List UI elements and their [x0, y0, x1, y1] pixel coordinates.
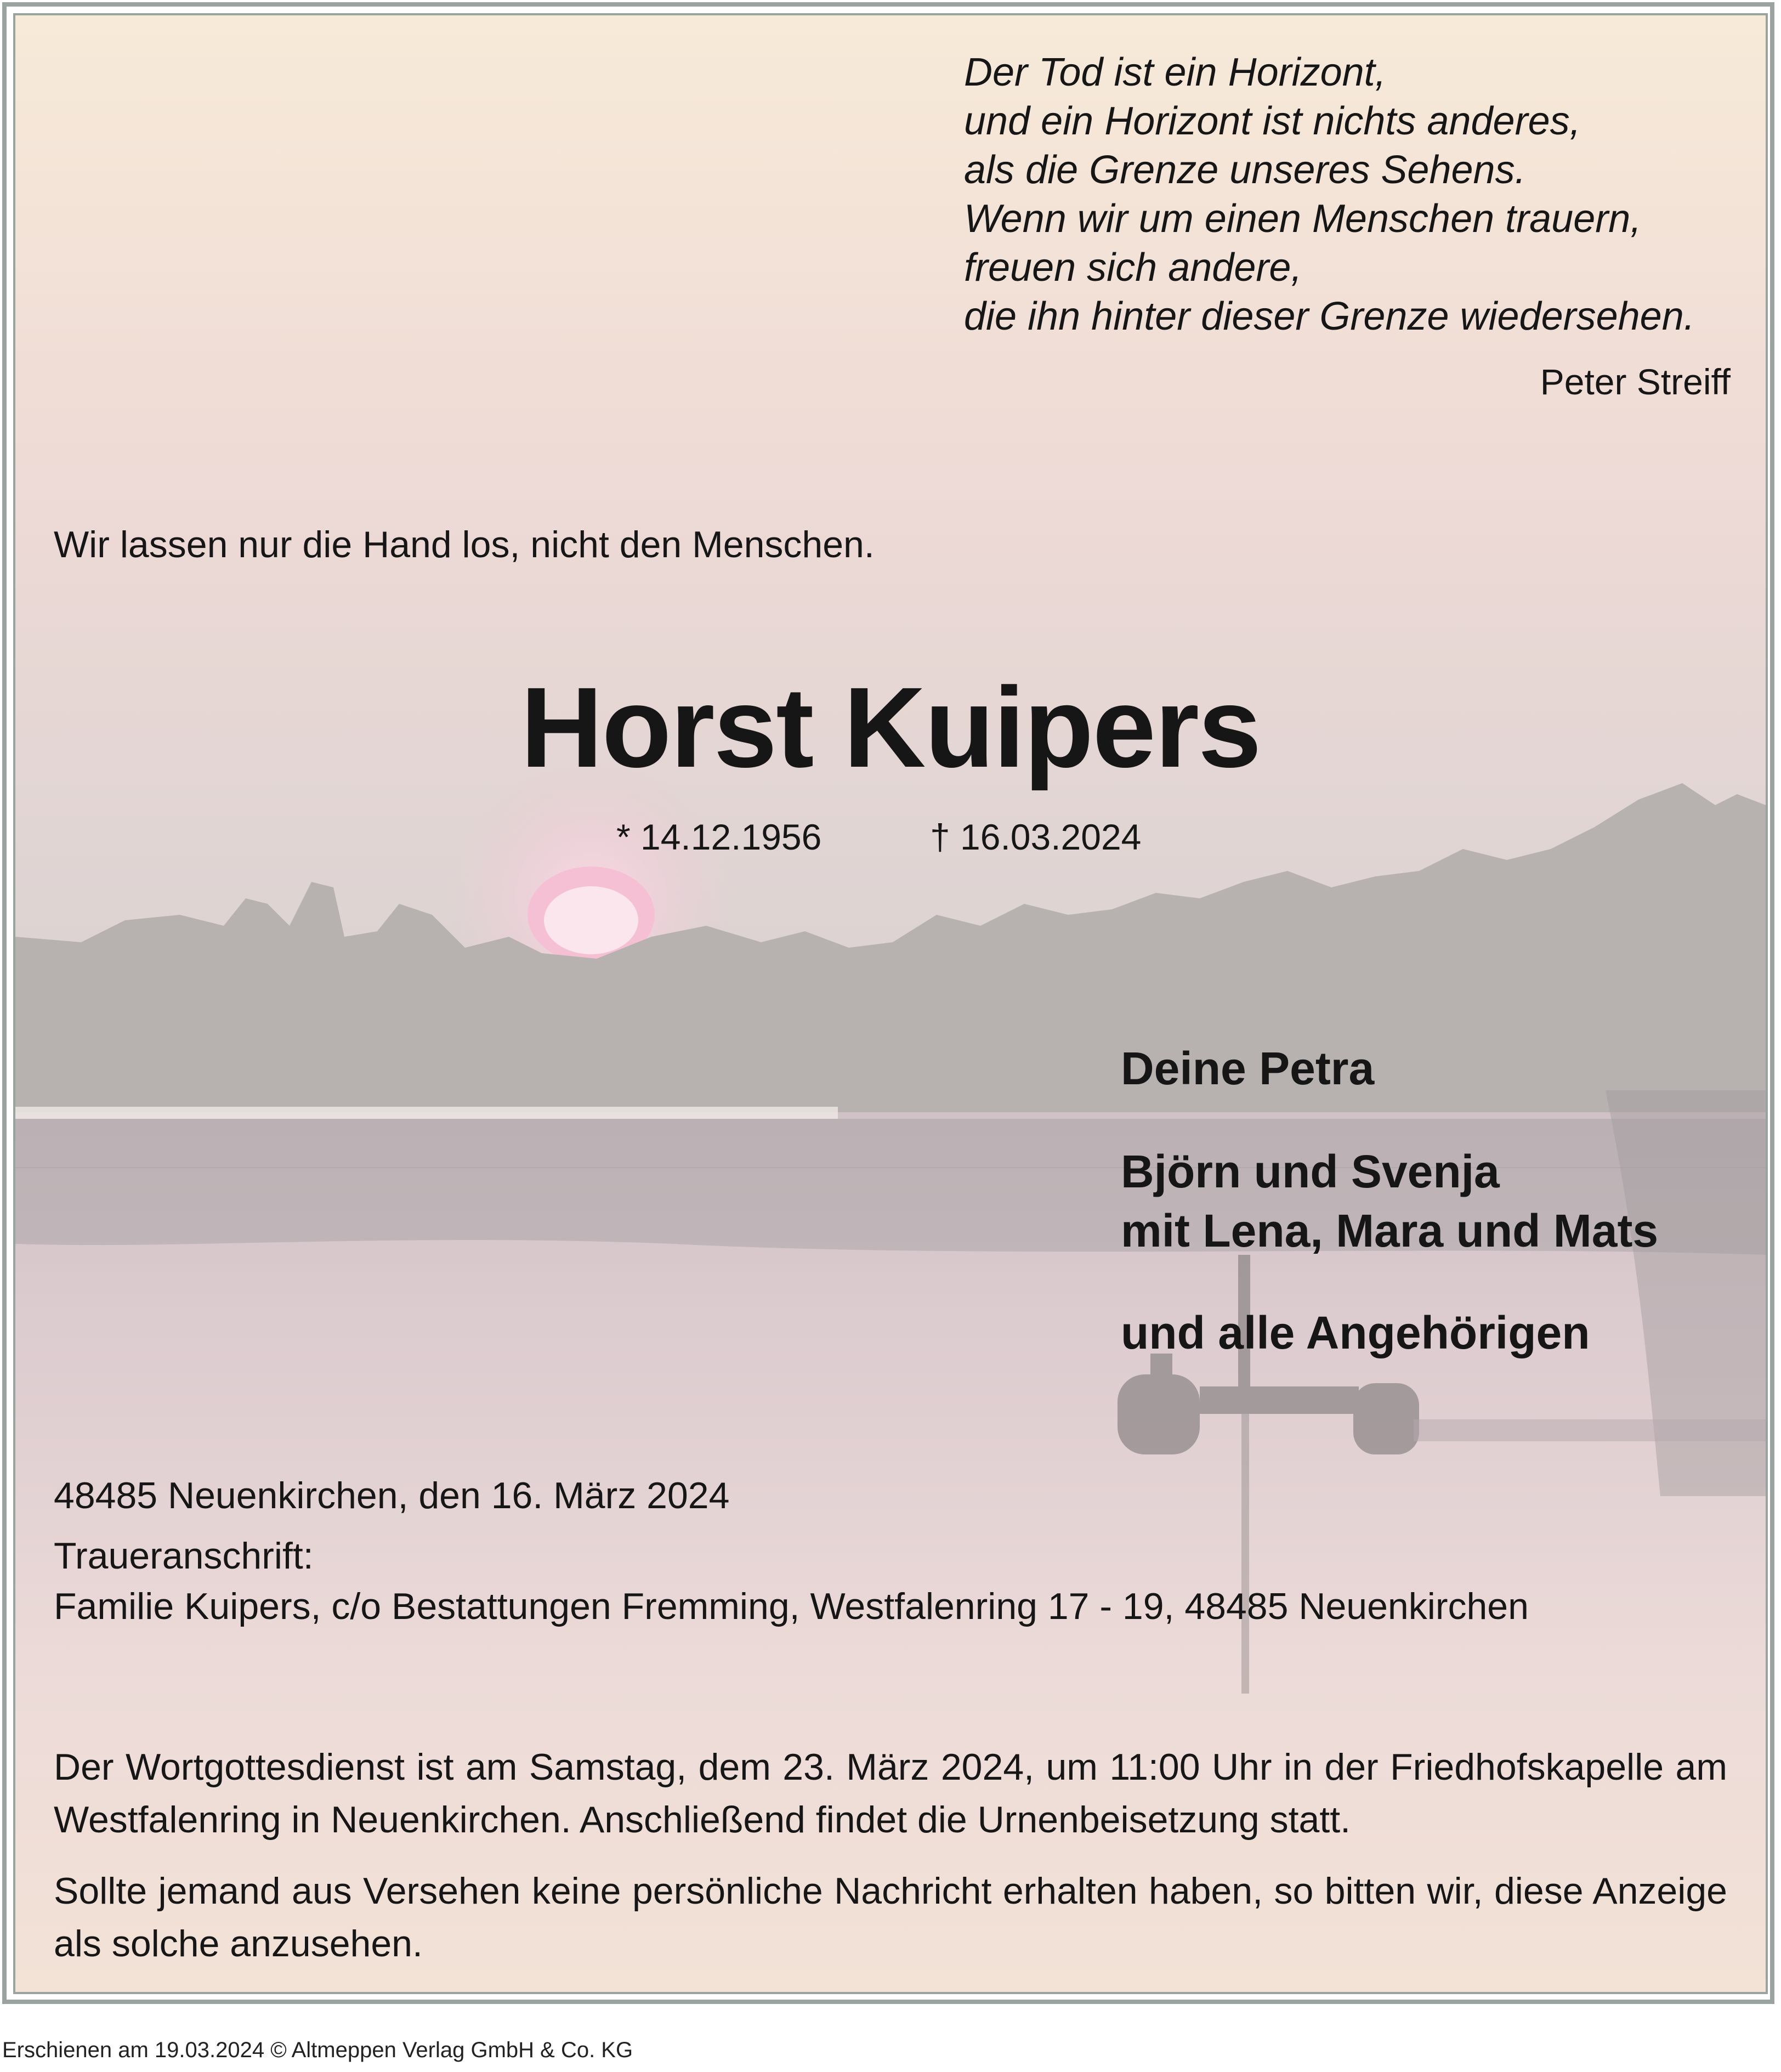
- poem-line: als die Grenze unseres Sehens.: [964, 148, 1526, 192]
- mourner-line: Deine Petra: [1121, 1043, 1375, 1094]
- mourning-address-label: Traueranschrift:: [54, 1535, 314, 1577]
- service-notice: Der Wortgottesdienst ist am Samstag, dem 23. März 2024, um 11:00 Uhr in der Friedhofskapelle am Westfalenring in Neuenkirchen. Anschließend findet die Urnenbeisetzung statt.: [54, 1746, 1727, 1841]
- poem-line: Der Tod ist ein Horizont,: [964, 50, 1386, 94]
- poem-author: Peter Streiff: [1540, 361, 1731, 402]
- no-notification-notice: Sollte jemand aus Versehen keine persönliche Nachricht erhalten haben, so bitten wir, diese Anzeige als solche anzusehen.: [54, 1870, 1727, 1965]
- death-date: † 16.03.2024: [930, 817, 1142, 857]
- poem-line: Wenn wir um einen Menschen trauern,: [964, 197, 1642, 241]
- poem: [964, 48, 1695, 341]
- mourning-address: Familie Kuipers, c/o Bestattungen Fremming, Westfalenring 17 - 19, 48485 Neuenkirchen: [54, 1586, 1529, 1627]
- poem-line: freuen sich andere,: [964, 246, 1302, 290]
- obituary-notice: [13, 13, 1768, 1994]
- mourner-line: und alle Angehörigen: [1121, 1307, 1590, 1358]
- poem-line: und ein Horizont ist nichts anderes,: [964, 99, 1581, 143]
- poem-line: die ihn hinter dieser Grenze wiedersehen.: [964, 295, 1695, 338]
- deceased-name: Horst Kuipers: [520, 664, 1261, 791]
- motto: Wir lassen nur die Hand los, nicht den Menschen.: [54, 524, 875, 565]
- place-date: 48485 Neuenkirchen, den 16. März 2024: [54, 1475, 730, 1516]
- publication-footer: Erschienen am 19.03.2024 © Altmeppen Verlag GmbH & Co. KG: [2, 2038, 633, 2062]
- birth-date: * 14.12.1956: [616, 817, 822, 857]
- mourner-line: Björn und Svenja: [1121, 1146, 1500, 1197]
- mourner-line: mit Lena, Mara und Mats: [1121, 1205, 1659, 1256]
